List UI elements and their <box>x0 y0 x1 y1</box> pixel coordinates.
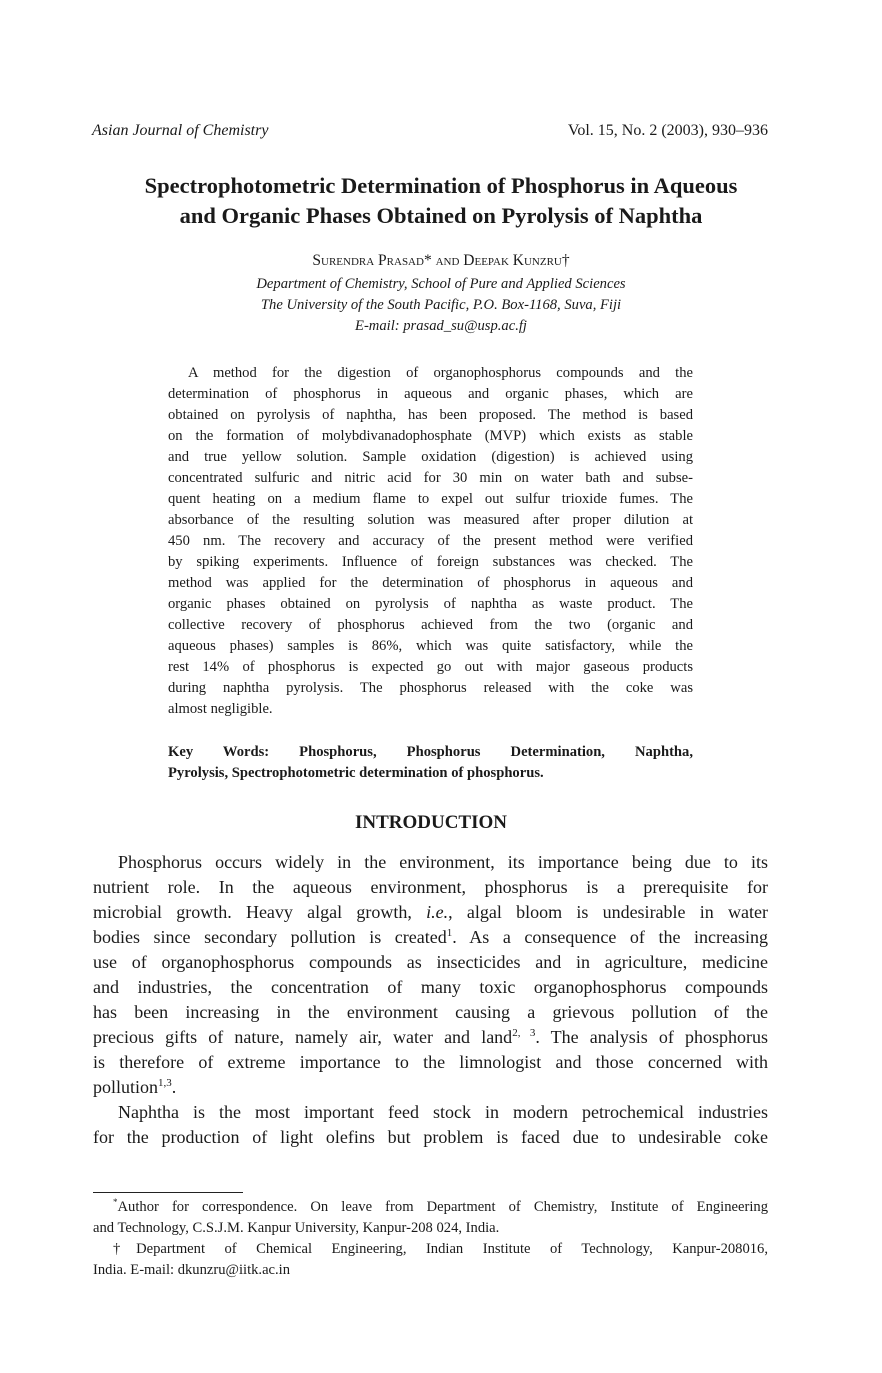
running-head <box>92 122 768 140</box>
abstract-line: determination of phosphorus in aqueous and organic phases, which are <box>168 386 693 402</box>
intro-line <box>93 1025 768 1050</box>
abstract-line: rest 14% of phosphorus is expected go out with major gaseous products <box>168 659 693 675</box>
paper-title <box>60 171 822 231</box>
intro-line <box>93 925 768 950</box>
section-heading-introduction: INTRODUCTION <box>354 812 508 833</box>
intro-line: Phosphorus occurs widely in the environment, its importance being due to its <box>118 852 768 872</box>
introduction-body <box>93 850 768 1150</box>
abstract-line: A method for the digestion of organophosphorus compounds and the <box>188 365 693 381</box>
affiliation-email: E-mail: prasad_su@usp.ac.fj <box>355 318 527 334</box>
footnote-line: and Technology, C.S.J.M. Kanpur University, Kanpur-208 024, India. <box>93 1220 500 1236</box>
intro-line: nutrient role. In the aqueous environment, phosphorus is a prerequisite for <box>93 877 768 897</box>
intro-text: , algal bloom is undesirable in water <box>448 902 768 922</box>
title-line-2: and Organic Phases Obtained on Pyrolysis of Naphtha <box>179 203 703 228</box>
abstract-line: during naphtha pyrolysis. The phosphorus released with the coke was <box>168 680 693 696</box>
abstract-line: collective recovery of phosphorus achieved from the two (organic and <box>168 617 693 633</box>
footnotes <box>93 1197 768 1281</box>
abstract <box>168 363 693 720</box>
intro-line: use of organophosphorus compounds as insecticides and in agriculture, medicine <box>93 952 768 972</box>
abstract-line: quent heating on a medium flame to expel out sulfur trioxide fumes. The <box>168 491 693 507</box>
journal-name: Asian Journal of Chemistry <box>92 122 269 139</box>
footnote-asterisk: * <box>113 1197 118 1208</box>
intro-line <box>93 900 768 925</box>
intro-text: precious gifts of nature, namely air, water and land <box>93 1027 513 1047</box>
abstract-line: on the formation of molybdivanadophosphate (MVP) which exists as stable <box>168 428 693 444</box>
footnote-line: †Department of Chemical Engineering, Indian Institute of Technology, Kanpur-208016, <box>113 1241 768 1257</box>
intro-italic-ie: i.e. <box>426 902 449 922</box>
intro-text: pollution <box>93 1077 159 1097</box>
abstract-line: organic phases obtained on pyrolysis of naphtha as waste product. The <box>168 596 693 612</box>
abstract-line: by spiking experiments. Influence of foreign substances was checked. The <box>168 554 693 570</box>
intro-line: Naphtha is the most important feed stock in modern petrochemical industries <box>118 1102 768 1122</box>
intro-text: . The analysis of phosphorus <box>535 1027 768 1047</box>
intro-text: . <box>171 1077 177 1097</box>
affiliation <box>0 274 882 337</box>
footnote-line: India. E-mail: dkunzru@iitk.ac.in <box>93 1262 291 1278</box>
title-line-1: Spectrophotometric Determination of Phosphorus in Aqueous <box>144 173 738 198</box>
affiliation-university: The University of the South Pacific, P.O. Box-1168, Suva, Fiji <box>260 297 622 313</box>
citation-superscript: 1,3 <box>158 1077 172 1089</box>
abstract-line: concentrated sulfuric and nitric acid for 30 min on water bath and subse- <box>168 470 693 486</box>
intro-text: bodies since secondary pollution is created <box>93 927 447 947</box>
citation-superscript: 1 <box>446 927 453 939</box>
intro-text: . As a consequence of the increasing <box>452 927 768 947</box>
abstract-line: aqueous phases) samples is 86%, which was quite satisfactory, while the <box>168 638 693 654</box>
abstract-line: almost negligible. <box>168 701 273 717</box>
footnote-rule <box>93 1192 243 1193</box>
abstract-line: method was applied for the determination of phosphorus in aqueous and <box>168 575 693 591</box>
abstract-line: and true yellow solution. Sample oxidation (digestion) is achieved using <box>168 449 693 465</box>
footnote-line <box>93 1197 768 1218</box>
volume-info: Vol. 15, No. 2 (2003), 930–936 <box>567 122 768 139</box>
footnote-text: Author for correspondence. On leave from Department of Chemistry, Institute of Engineering <box>117 1199 768 1215</box>
keywords-line-2: Pyrolysis, Spectrophotometric determination of phosphorus. <box>168 765 544 781</box>
keywords <box>168 742 693 784</box>
abstract-line: obtained on pyrolysis of naphtha, has been proposed. The method is based <box>168 407 693 423</box>
intro-text: microbial growth. Heavy algal growth, <box>93 902 427 922</box>
citation-superscript: 2, 3 <box>512 1027 536 1039</box>
intro-line: is therefore of extreme importance to the limnologist and those concerned with <box>93 1052 768 1072</box>
intro-line: has been increasing in the environment causing a grievous pollution of the <box>93 1002 768 1022</box>
abstract-line: 450 nm. The recovery and accuracy of the present method were verified <box>168 533 693 549</box>
intro-line: for the production of light olefins but problem is faced due to undesirable coke <box>93 1127 768 1147</box>
keywords-line-1: Key Words: Phosphorus, Phosphorus Determination, Naphtha, <box>168 744 693 760</box>
intro-line: and industries, the concentration of many toxic organophosphorus compounds <box>93 977 768 997</box>
intro-line <box>93 1075 768 1100</box>
abstract-line: absorbance of the resulting solution was measured after proper dilution at <box>168 512 693 528</box>
author-list: Surendra Prasad* and Deepak Kunzru† <box>312 252 570 269</box>
affiliation-department: Department of Chemistry, School of Pure and Applied Sciences <box>256 276 626 292</box>
